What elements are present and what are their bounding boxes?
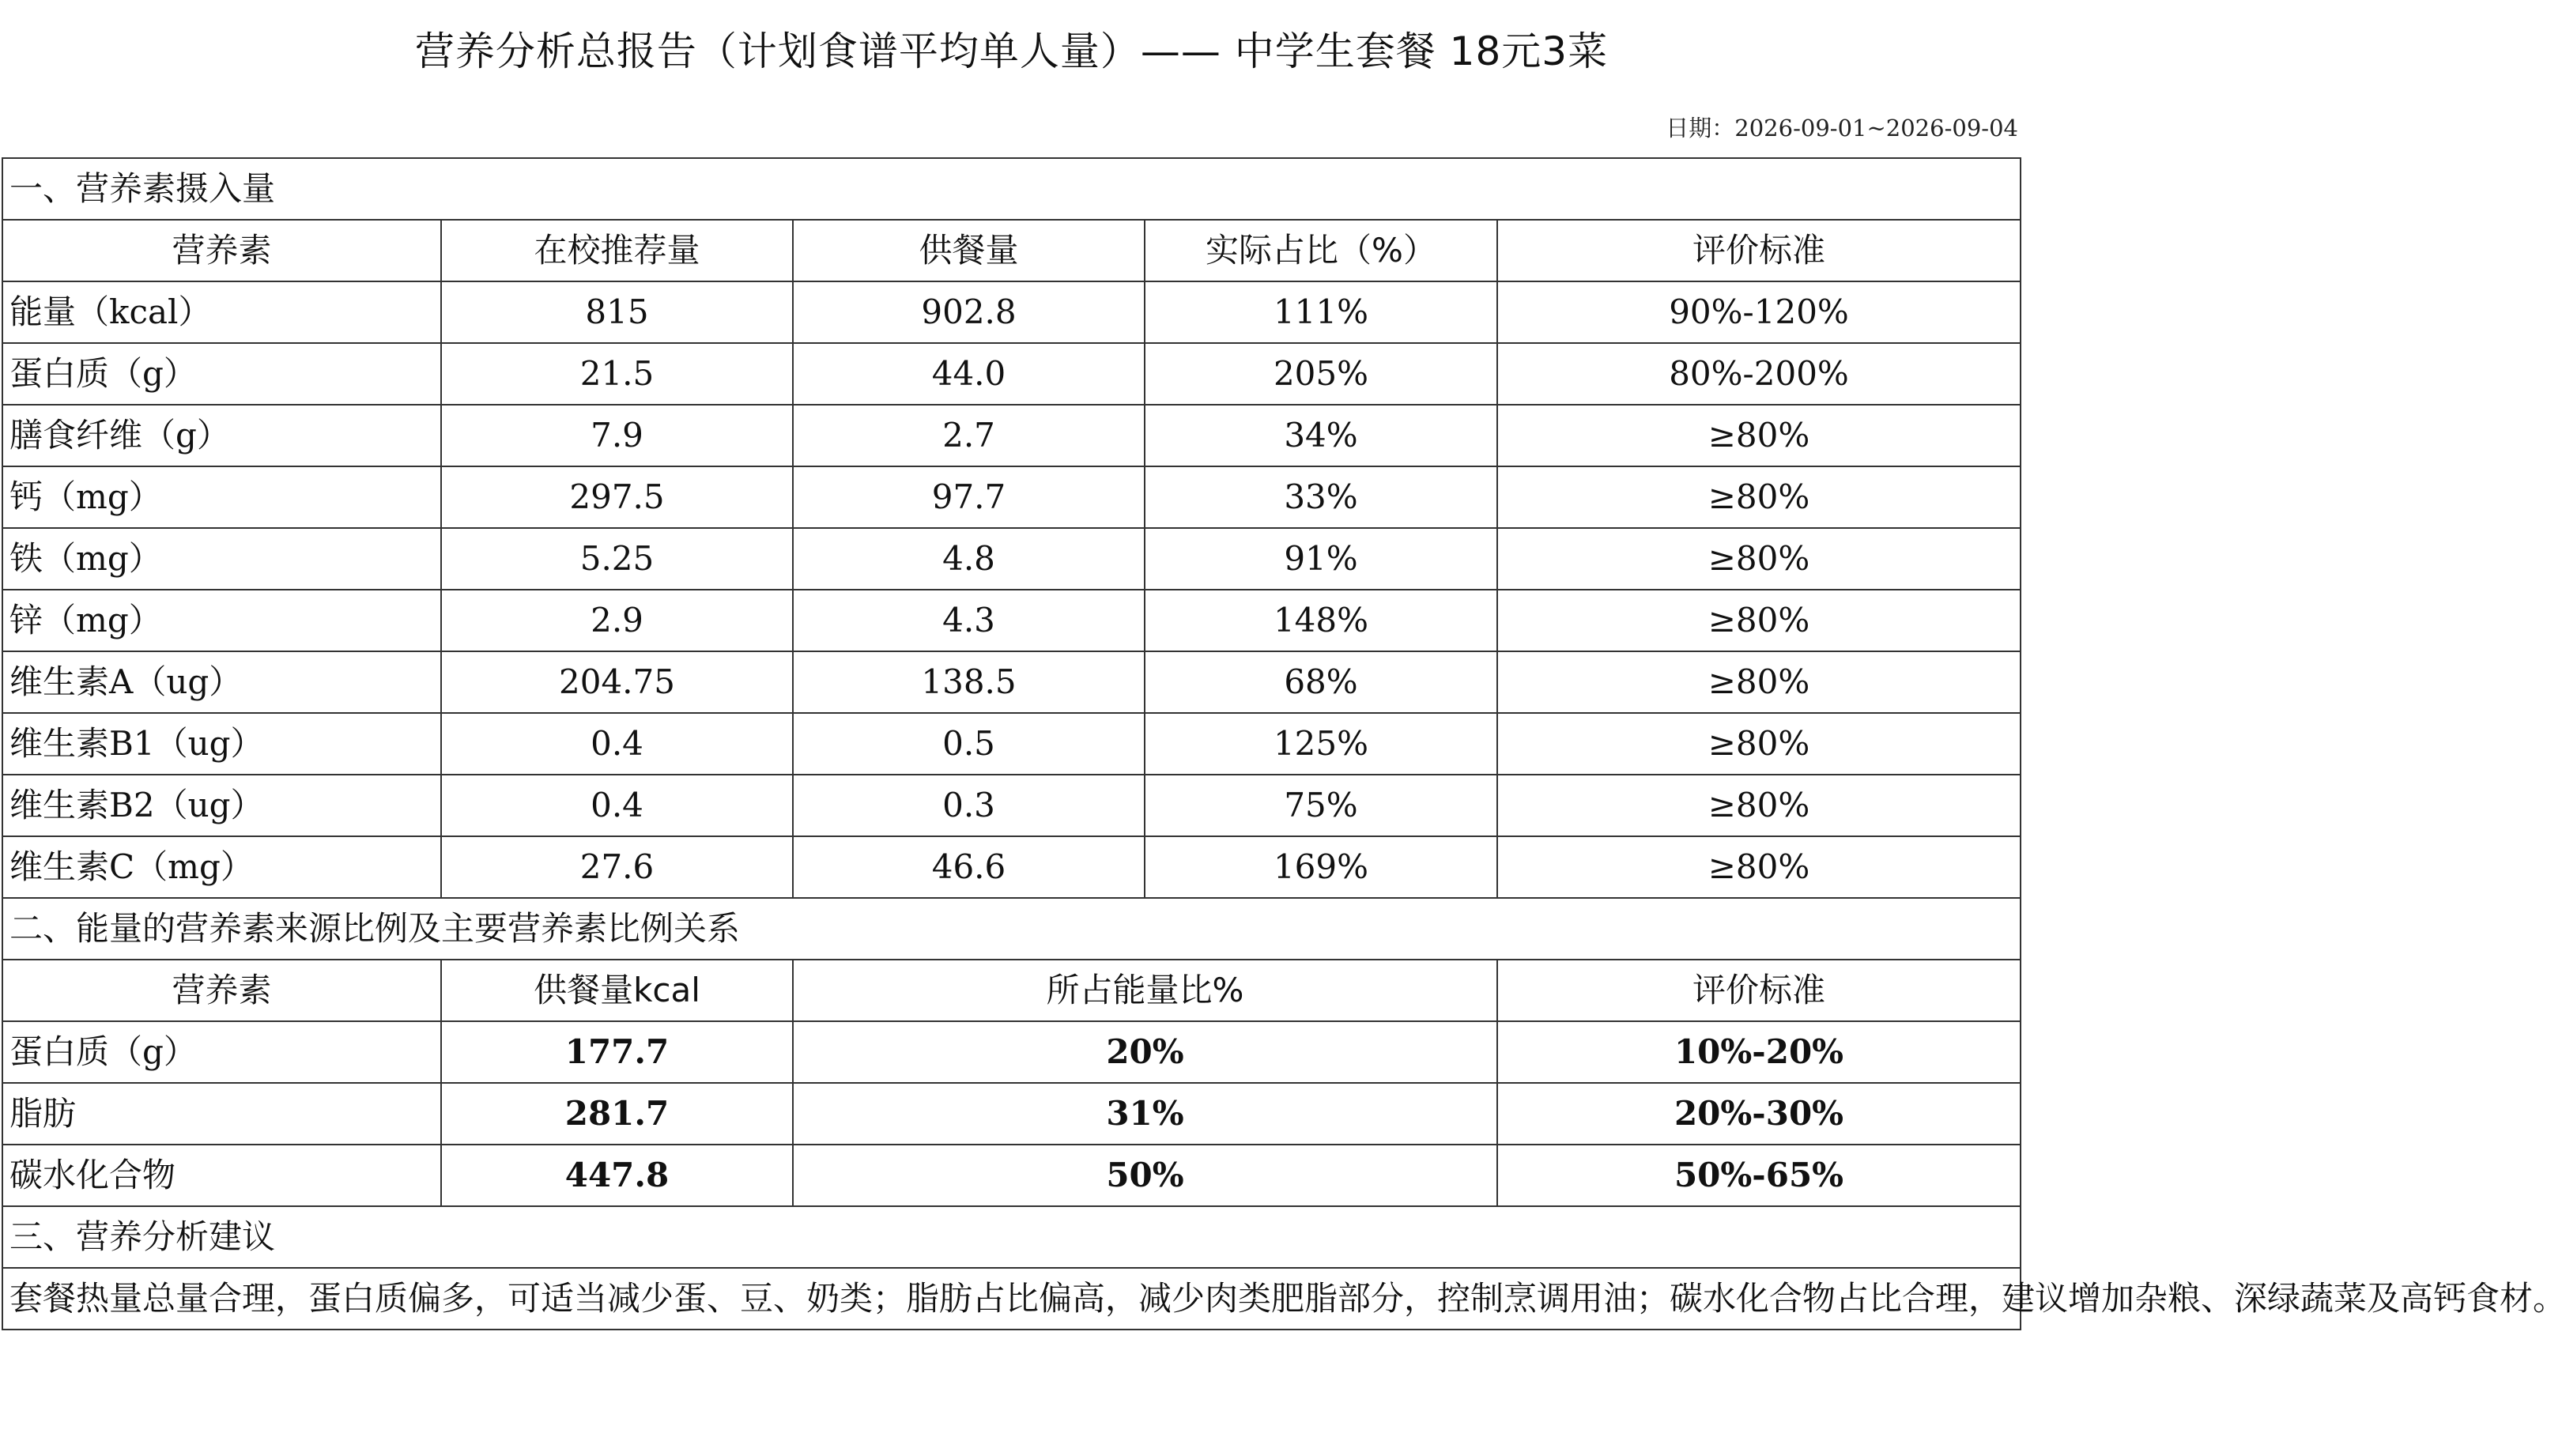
column-header: 供餐量kcal (441, 960, 793, 1021)
table-row (2, 836, 2021, 898)
table-cell: 20% (793, 1021, 1497, 1083)
table-cell: 204.75 (441, 651, 793, 713)
section2-title: 二、能量的营养素来源比例及主要营养素比例关系 (2, 898, 2021, 960)
nutrient-name-cell: 钙（mg） (2, 466, 441, 528)
table-row (2, 466, 2021, 528)
nutrition-report-table (2, 157, 2566, 1330)
column-header: 供餐量 (793, 220, 1145, 281)
table-cell: ≥80% (1497, 590, 2021, 651)
nutrient-name-cell: 锌（mg） (2, 590, 441, 651)
table-cell: ≥80% (1497, 775, 2021, 836)
table-cell: 31% (793, 1083, 1497, 1145)
table-cell: 50%-65% (1497, 1145, 2021, 1206)
table-cell: 0.4 (441, 775, 793, 836)
section2-header-row (2, 960, 2021, 1021)
table-cell: 27.6 (441, 836, 793, 898)
table-cell: ≥80% (1497, 528, 2021, 590)
table-cell: ≥80% (1497, 651, 2021, 713)
section1-title: 一、营养素摄入量 (2, 158, 2021, 220)
table-cell: 281.7 (441, 1083, 793, 1145)
table-cell: 177.7 (441, 1021, 793, 1083)
table-cell: ≥80% (1497, 466, 2021, 528)
table-cell: 148% (1145, 590, 1497, 651)
column-header: 所占能量比% (793, 960, 1497, 1021)
table-cell: 5.25 (441, 528, 793, 590)
nutrient-name-cell: 膳食纤维（g） (2, 405, 441, 466)
table-cell: 91% (1145, 528, 1497, 590)
column-header: 评价标准 (1497, 960, 2021, 1021)
nutrient-name-cell: 碳水化合物 (2, 1145, 441, 1206)
column-header: 在校推荐量 (441, 220, 793, 281)
table-row (2, 281, 2021, 343)
section1-header-row (2, 220, 2021, 281)
table-cell: 0.4 (441, 713, 793, 775)
nutrient-name-cell: 能量（kcal） (2, 281, 441, 343)
table-cell: 34% (1145, 405, 1497, 466)
table-cell: 80%-200% (1497, 343, 2021, 405)
table-cell: 0.3 (793, 775, 1145, 836)
nutrient-name-cell: 脂肪 (2, 1083, 441, 1145)
table-cell: ≥80% (1497, 836, 2021, 898)
table-cell: 21.5 (441, 343, 793, 405)
table-cell: 169% (1145, 836, 1497, 898)
table-row (2, 1083, 2021, 1145)
advice-text: 套餐热量总量合理，蛋白质偏多，可适当减少蛋、豆、奶类；脂肪占比偏高，减少肉类肥脂部分，控制烹调用油；碳水化合物占比合理，建议增加杂粮、深绿蔬菜及高钙食材。 (2, 1268, 2021, 1330)
table-row (2, 1021, 2021, 1083)
column-header: 营养素 (2, 220, 441, 281)
table-cell: 50% (793, 1145, 1497, 1206)
table-cell: 138.5 (793, 651, 1145, 713)
table-row (2, 590, 2021, 651)
date-range: 日期：2026-09-01~2026-09-04 (1666, 115, 2018, 141)
table-cell: 297.5 (441, 466, 793, 528)
table-cell: 10%-20% (1497, 1021, 2021, 1083)
table-row (2, 343, 2021, 405)
report-title: 营养分析总报告（计划食谱平均单人量）—— 中学生套餐 18元3菜 (414, 28, 1609, 74)
table-row (2, 775, 2021, 836)
table-cell: 125% (1145, 713, 1497, 775)
nutrient-name-cell: 维生素B1（ug） (2, 713, 441, 775)
advice-row (2, 1268, 2021, 1330)
table-cell: 815 (441, 281, 793, 343)
table-cell: 2.7 (793, 405, 1145, 466)
table-cell: 75% (1145, 775, 1497, 836)
table-cell: 0.5 (793, 713, 1145, 775)
table-cell: 2.9 (441, 590, 793, 651)
table-cell: 7.9 (441, 405, 793, 466)
table-cell: ≥80% (1497, 713, 2021, 775)
table-row (2, 528, 2021, 590)
table-cell: 68% (1145, 651, 1497, 713)
column-header: 营养素 (2, 960, 441, 1021)
nutrient-name-cell: 蛋白质（g） (2, 1021, 441, 1083)
table-cell: 447.8 (441, 1145, 793, 1206)
section2-title-row (2, 898, 2021, 960)
table-cell: 90%-120% (1497, 281, 2021, 343)
table-row (2, 1145, 2021, 1206)
nutrient-name-cell: 维生素A（ug） (2, 651, 441, 713)
nutrient-name-cell: 铁（mg） (2, 528, 441, 590)
table-cell: 44.0 (793, 343, 1145, 405)
nutrient-name-cell: 维生素C（mg） (2, 836, 441, 898)
section2-body (2, 1021, 2021, 1206)
table-row (2, 713, 2021, 775)
column-header: 评价标准 (1497, 220, 2021, 281)
table-cell: 4.3 (793, 590, 1145, 651)
table-cell: 97.7 (793, 466, 1145, 528)
section3-title-row (2, 1206, 2021, 1268)
section1-body (2, 281, 2021, 898)
table-cell: 33% (1145, 466, 1497, 528)
nutrient-name-cell: 维生素B2（ug） (2, 775, 441, 836)
section1-title-row (2, 158, 2021, 220)
table-row (2, 651, 2021, 713)
table-cell: 20%-30% (1497, 1083, 2021, 1145)
nutrient-name-cell: 蛋白质（g） (2, 343, 441, 405)
column-header: 实际占比（%） (1145, 220, 1497, 281)
table-row (2, 405, 2021, 466)
table-cell: 4.8 (793, 528, 1145, 590)
section3-title: 三、营养分析建议 (2, 1206, 2021, 1268)
table-cell: 205% (1145, 343, 1497, 405)
table-cell: ≥80% (1497, 405, 2021, 466)
table-cell: 111% (1145, 281, 1497, 343)
table-cell: 902.8 (793, 281, 1145, 343)
table-cell: 46.6 (793, 836, 1145, 898)
